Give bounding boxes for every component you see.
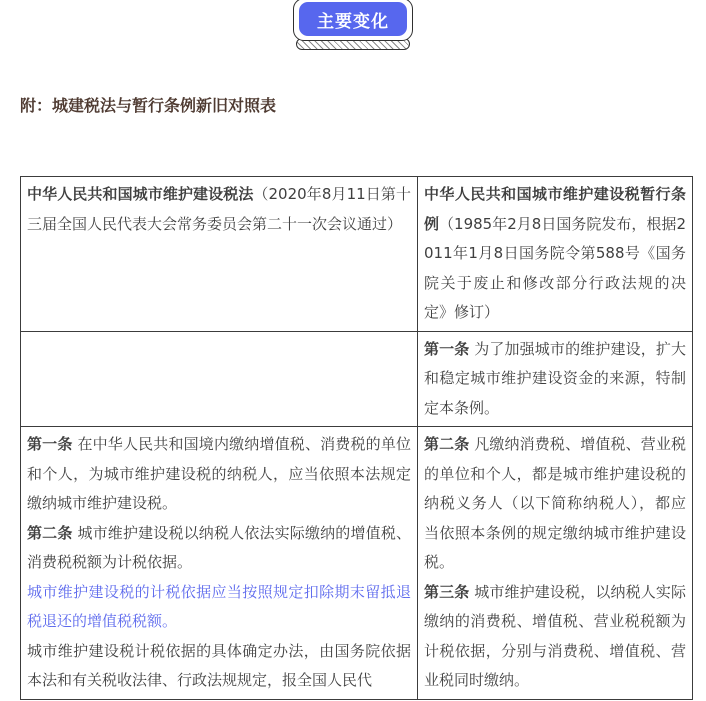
comparison-table-body bbox=[21, 177, 693, 700]
main-changes-button[interactable] bbox=[293, 0, 413, 50]
paragraph bbox=[424, 335, 686, 424]
table-row bbox=[21, 177, 693, 332]
paragraph bbox=[27, 430, 411, 519]
paragraph bbox=[27, 519, 411, 578]
article-text: 为了加强城市的维护建设，扩大和稳定城市维护建设资金的来源，特制定本条例。 bbox=[424, 339, 686, 417]
cell-right-row1 bbox=[418, 177, 693, 332]
article-text: （1985年2月8日国务院发布，根据2011年1月8日国务院令第588号《国务院关于废止和修改部分行政法规的决定》修订） bbox=[424, 214, 686, 321]
table-row bbox=[21, 427, 693, 700]
cell-left-row1 bbox=[21, 177, 418, 332]
table-row bbox=[21, 331, 693, 427]
article-text: 城市维护建设税以纳税人依法实际缴纳的增值税、消费税税额为计税依据。 bbox=[27, 523, 411, 571]
article-label: 第三条 bbox=[424, 582, 470, 601]
cell-left-row2 bbox=[21, 331, 418, 427]
paragraph bbox=[424, 180, 686, 328]
cell-right-row3 bbox=[418, 427, 693, 700]
main-changes-label: 主要变化 bbox=[317, 11, 389, 32]
paragraph bbox=[27, 180, 411, 239]
paragraph bbox=[27, 578, 411, 637]
highlighted-text: 城市维护建设税的计税依据应当按照规定扣除期末留抵退税退还的增值税税额。 bbox=[27, 582, 411, 630]
article-label: 第一条 bbox=[27, 435, 73, 453]
article-text: 在中华人民共和国境内缴纳增值税、消费税的单位和个人，为城市维护建设税的纳税人，应当依照本法规定缴纳城市维护建设税。 bbox=[27, 435, 411, 512]
article-label: 中华人民共和国城市维护建设税暂行条例 bbox=[424, 185, 686, 233]
article-text: 城市维护建设税计税依据的具体确定办法，由国务院依据本法和有关税收法律、行政法规规定，报全国人民代 bbox=[27, 641, 411, 689]
paragraph bbox=[424, 578, 686, 696]
article-text: 城市维护建设税，以纳税人实际缴纳的消费税、增值税、营业税税额为计税依据，分别与消费税、增值税、营业税同时缴纳。 bbox=[424, 582, 686, 689]
paragraph bbox=[27, 637, 411, 696]
cell-left-row3 bbox=[21, 427, 418, 700]
attachment-title: 附：城建税法与暂行条例新旧对照表 bbox=[20, 96, 277, 115]
button-face bbox=[299, 2, 407, 36]
article-label: 第二条 bbox=[424, 435, 470, 453]
cell-right-row2 bbox=[418, 331, 693, 427]
article-label: 中华人民共和国城市维护建设税法 bbox=[27, 185, 254, 203]
article-text: 凡缴纳消费税、增值税、营业税的单位和个人，都是城市维护建设税的纳税义务人（以下简称纳税人），都应当依照本条例的规定缴纳城市维护建设税。 bbox=[424, 435, 686, 571]
article-text: （2020年8月11日第十三届全国人民代表大会常务委员会第二十一次会议通过） bbox=[27, 185, 411, 233]
paragraph bbox=[424, 430, 686, 578]
article-label: 第一条 bbox=[424, 339, 470, 358]
comparison-table bbox=[20, 176, 693, 700]
article-label: 第二条 bbox=[27, 523, 73, 542]
